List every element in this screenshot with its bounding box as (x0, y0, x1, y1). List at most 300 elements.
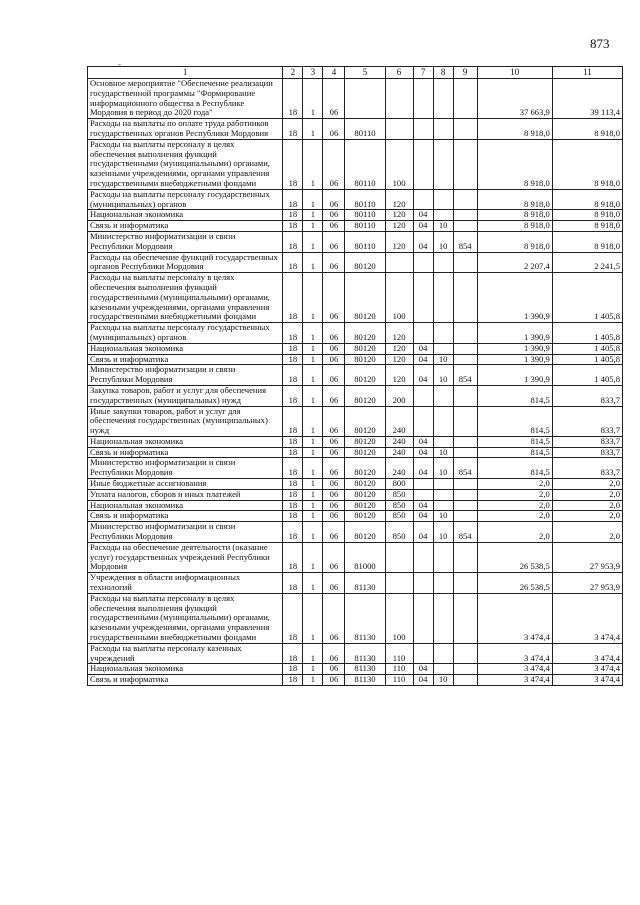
code-expense-type: 120 (385, 210, 413, 221)
item-name: Иные закупки товаров, работ и услуг для обеспечения государственных (муниципальных) нужд (88, 406, 283, 436)
amount-year-1: 814,5 (477, 436, 552, 447)
code-ministry: 18 (283, 343, 303, 354)
code-expense-type: 110 (385, 664, 413, 675)
code-section (413, 385, 433, 406)
code-ministry: 18 (283, 406, 303, 436)
table-row (88, 511, 623, 522)
code-subsection: 10 (433, 458, 453, 479)
code-subprogram: 06 (323, 231, 345, 252)
code-section: 04 (413, 365, 433, 386)
amount-year-2: 3 474,4 (552, 643, 622, 664)
code-expense-type: 120 (385, 365, 413, 386)
amount-year-1: 37 663,9 (477, 79, 552, 119)
amount-year-2: 2,0 (552, 479, 622, 490)
amount-year-2: 27 953,9 (552, 573, 622, 594)
code-target: 80120 (345, 436, 385, 447)
code-target: 80110 (345, 221, 385, 232)
item-name: Связь и информатика (88, 354, 283, 365)
code-section (413, 189, 433, 210)
amount-year-2: 8 918,0 (552, 221, 622, 232)
code-subprogram: 06 (323, 189, 345, 210)
code-department (453, 489, 477, 500)
code-target: 80110 (345, 189, 385, 210)
code-subprogram: 06 (323, 458, 345, 479)
column-header: 11 (552, 67, 622, 79)
code-program: 1 (303, 343, 323, 354)
code-ministry: 18 (283, 542, 303, 572)
code-ministry: 18 (283, 365, 303, 386)
code-subprogram: 06 (323, 500, 345, 511)
code-program: 1 (303, 323, 323, 344)
code-target: 80120 (345, 447, 385, 458)
item-name: Национальная экономика (88, 664, 283, 675)
code-program: 1 (303, 79, 323, 119)
item-name: Иные бюджетные ассигнования (88, 479, 283, 490)
code-section: 04 (413, 511, 433, 522)
table-row (88, 354, 623, 365)
code-ministry: 18 (283, 354, 303, 365)
column-header: 5 (345, 67, 385, 79)
code-ministry: 18 (283, 664, 303, 675)
code-ministry: 18 (283, 79, 303, 119)
code-section (413, 139, 433, 189)
code-ministry: 18 (283, 139, 303, 189)
item-name: Связь и информатика (88, 447, 283, 458)
code-program: 1 (303, 447, 323, 458)
code-target: 81000 (345, 542, 385, 572)
code-department (453, 436, 477, 447)
code-target: 80120 (345, 500, 385, 511)
code-section (413, 323, 433, 344)
table-row (88, 675, 623, 686)
code-section: 04 (413, 354, 433, 365)
code-program: 1 (303, 119, 323, 140)
code-program: 1 (303, 542, 323, 572)
table-header-row (88, 67, 623, 79)
code-ministry: 18 (283, 221, 303, 232)
amount-year-1: 814,5 (477, 447, 552, 458)
code-subprogram: 06 (323, 406, 345, 436)
code-expense-type (385, 542, 413, 572)
amount-year-1: 2,0 (477, 479, 552, 490)
code-subprogram: 06 (323, 343, 345, 354)
code-subprogram: 06 (323, 210, 345, 221)
code-section (413, 79, 433, 119)
code-target: 80120 (345, 511, 385, 522)
code-program: 1 (303, 221, 323, 232)
code-target: 81130 (345, 664, 385, 675)
code-ministry: 18 (283, 675, 303, 686)
code-program: 1 (303, 406, 323, 436)
code-section: 04 (413, 210, 433, 221)
table-row (88, 189, 623, 210)
amount-year-1: 2,0 (477, 489, 552, 500)
amount-year-1: 2,0 (477, 511, 552, 522)
code-department (453, 139, 477, 189)
code-program: 1 (303, 365, 323, 386)
code-target: 80120 (345, 343, 385, 354)
code-program: 1 (303, 522, 323, 543)
code-program: 1 (303, 664, 323, 675)
item-name: Министерство информатизации и связи Республики Мордовия (88, 231, 283, 252)
amount-year-1: 1 390,9 (477, 365, 552, 386)
code-section: 04 (413, 675, 433, 686)
code-ministry: 18 (283, 252, 303, 273)
amount-year-1: 8 918,0 (477, 119, 552, 140)
code-ministry: 18 (283, 500, 303, 511)
code-expense-type: 850 (385, 489, 413, 500)
code-program: 1 (303, 252, 323, 273)
code-target (345, 79, 385, 119)
page-number: 873 (590, 36, 610, 51)
code-department: 854 (453, 365, 477, 386)
code-expense-type: 100 (385, 139, 413, 189)
code-subsection (433, 323, 453, 344)
code-ministry: 18 (283, 189, 303, 210)
code-section: 04 (413, 221, 433, 232)
code-section: 04 (413, 231, 433, 252)
code-subsection (433, 385, 453, 406)
item-name: Уплата налогов, сборов и иных платежей (88, 489, 283, 500)
table-row (88, 385, 623, 406)
item-name: Национальная экономика (88, 343, 283, 354)
code-subprogram: 06 (323, 489, 345, 500)
code-ministry: 18 (283, 447, 303, 458)
code-department (453, 210, 477, 221)
code-program: 1 (303, 273, 323, 323)
code-department (453, 675, 477, 686)
table-row (88, 542, 623, 572)
code-ministry: 18 (283, 593, 303, 643)
amount-year-1: 3 474,4 (477, 675, 552, 686)
amount-year-1: 1 390,9 (477, 343, 552, 354)
item-name: Расходы на выплаты персоналу в целях обеспечения выполнения функций государственными (муниципальными) органами, казенными учреждениями, органами управления государственными внебюджетными фондами (88, 593, 283, 643)
code-expense-type: 120 (385, 323, 413, 344)
column-header: 3 (303, 67, 323, 79)
code-subsection: 10 (433, 675, 453, 686)
column-header: 10 (477, 67, 552, 79)
code-expense-type: 240 (385, 436, 413, 447)
code-section (413, 593, 433, 643)
code-subsection: 10 (433, 365, 453, 386)
code-target: 81130 (345, 675, 385, 686)
item-name: Закупка товаров, работ и услуг для обеспечения государственных (муниципальных) нужд (88, 385, 283, 406)
code-subprogram: 06 (323, 79, 345, 119)
code-program: 1 (303, 231, 323, 252)
amount-year-1: 1 390,9 (477, 323, 552, 344)
code-subprogram: 06 (323, 323, 345, 344)
code-subsection (433, 189, 453, 210)
code-subsection: 10 (433, 522, 453, 543)
code-subprogram: 06 (323, 252, 345, 273)
table-row (88, 221, 623, 232)
amount-year-1: 8 918,0 (477, 221, 552, 232)
code-subprogram: 06 (323, 354, 345, 365)
amount-year-2: 2,0 (552, 511, 622, 522)
code-department (453, 447, 477, 458)
code-subprogram: 06 (323, 593, 345, 643)
code-program: 1 (303, 675, 323, 686)
amount-year-2: 2,0 (552, 500, 622, 511)
code-subsection: 10 (433, 221, 453, 232)
code-expense-type: 120 (385, 231, 413, 252)
code-target: 80110 (345, 119, 385, 140)
item-name: Расходы на выплаты персоналу государственных (муниципальных) органов (88, 323, 283, 344)
table-row (88, 365, 623, 386)
code-expense-type: 110 (385, 643, 413, 664)
amount-year-1: 2,0 (477, 522, 552, 543)
amount-year-1: 8 918,0 (477, 231, 552, 252)
code-department (453, 385, 477, 406)
amount-year-1: 814,5 (477, 406, 552, 436)
code-section (413, 573, 433, 594)
budget-table (87, 66, 623, 686)
amount-year-1: 26 538,5 (477, 542, 552, 572)
amount-year-2: 8 918,0 (552, 210, 622, 221)
code-subsection (433, 643, 453, 664)
amount-year-2: 833,7 (552, 385, 622, 406)
code-target: 81130 (345, 593, 385, 643)
code-target: 80110 (345, 139, 385, 189)
code-section: 04 (413, 500, 433, 511)
code-subsection (433, 273, 453, 323)
code-department (453, 511, 477, 522)
code-subprogram: 06 (323, 522, 345, 543)
code-expense-type: 110 (385, 675, 413, 686)
table-row (88, 643, 623, 664)
column-header: 1 (88, 67, 283, 79)
amount-year-1: 2 207,4 (477, 252, 552, 273)
code-subsection (433, 406, 453, 436)
table-row (88, 447, 623, 458)
code-section: 04 (413, 664, 433, 675)
code-section (413, 273, 433, 323)
item-name: Расходы на выплаты персоналу государственных (муниципальных) органов (88, 189, 283, 210)
table-row (88, 522, 623, 543)
table-row (88, 343, 623, 354)
table-row (88, 210, 623, 221)
code-subprogram: 06 (323, 385, 345, 406)
code-subprogram: 06 (323, 436, 345, 447)
code-expense-type: 240 (385, 458, 413, 479)
amount-year-2: 833,7 (552, 447, 622, 458)
code-department (453, 343, 477, 354)
code-subprogram: 06 (323, 119, 345, 140)
code-subsection (433, 664, 453, 675)
amount-year-1: 8 918,0 (477, 139, 552, 189)
code-department (453, 479, 477, 490)
code-ministry: 18 (283, 323, 303, 344)
code-program: 1 (303, 593, 323, 643)
code-target: 81130 (345, 643, 385, 664)
table-row (88, 273, 623, 323)
code-ministry: 18 (283, 385, 303, 406)
amount-year-2: 833,7 (552, 458, 622, 479)
code-expense-type: 850 (385, 511, 413, 522)
code-program: 1 (303, 573, 323, 594)
code-subprogram: 06 (323, 447, 345, 458)
code-target: 80120 (345, 385, 385, 406)
code-expense-type (385, 79, 413, 119)
item-name: Расходы на выплаты персоналу в целях обеспечения выполнения функций государственными (муниципальными) органами, казенными учреждениями, органами управления государственными внебюджетными фондами (88, 139, 283, 189)
amount-year-1: 814,5 (477, 385, 552, 406)
table-row (88, 323, 623, 344)
code-subsection (433, 210, 453, 221)
code-department (453, 189, 477, 210)
amount-year-2: 833,7 (552, 406, 622, 436)
code-program: 1 (303, 139, 323, 189)
code-subsection (433, 79, 453, 119)
code-program: 1 (303, 489, 323, 500)
item-name: Основное мероприятие "Обеспечение реализации государственной программы "Формирование информационного общества в Республике Мордовия в период до 2020 года" (88, 79, 283, 119)
code-ministry: 18 (283, 119, 303, 140)
code-department (453, 664, 477, 675)
code-program: 1 (303, 500, 323, 511)
code-expense-type: 240 (385, 406, 413, 436)
code-subprogram: 06 (323, 139, 345, 189)
code-ministry: 18 (283, 479, 303, 490)
code-department (453, 573, 477, 594)
code-subprogram: 06 (323, 273, 345, 323)
code-department (453, 252, 477, 273)
code-target: 80120 (345, 489, 385, 500)
code-department (453, 542, 477, 572)
code-department (453, 500, 477, 511)
item-name: Учреждения в области информационных технологий (88, 573, 283, 594)
code-department (453, 593, 477, 643)
code-target: 80120 (345, 479, 385, 490)
item-name: Национальная экономика (88, 436, 283, 447)
table-row (88, 479, 623, 490)
code-program: 1 (303, 643, 323, 664)
item-name: Национальная экономика (88, 500, 283, 511)
item-name: Министерство информатизации и связи Республики Мордовия (88, 458, 283, 479)
amount-year-1: 3 474,4 (477, 664, 552, 675)
code-target: 80120 (345, 323, 385, 344)
code-expense-type: 100 (385, 593, 413, 643)
amount-year-2: 8 918,0 (552, 139, 622, 189)
code-department (453, 354, 477, 365)
code-subprogram: 06 (323, 479, 345, 490)
code-section (413, 489, 433, 500)
code-subsection (433, 252, 453, 273)
amount-year-1: 1 390,9 (477, 273, 552, 323)
code-expense-type (385, 252, 413, 273)
code-expense-type: 120 (385, 343, 413, 354)
code-section (413, 252, 433, 273)
item-name: Связь и информатика (88, 221, 283, 232)
code-subprogram: 06 (323, 664, 345, 675)
code-section (413, 119, 433, 140)
column-header: 4 (323, 67, 345, 79)
code-ministry: 18 (283, 643, 303, 664)
amount-year-1: 1 390,9 (477, 354, 552, 365)
code-subprogram: 06 (323, 221, 345, 232)
code-subprogram: 06 (323, 675, 345, 686)
code-ministry: 18 (283, 522, 303, 543)
column-header: 6 (385, 67, 413, 79)
code-ministry: 18 (283, 489, 303, 500)
code-ministry: 18 (283, 573, 303, 594)
table-row (88, 436, 623, 447)
code-expense-type: 850 (385, 522, 413, 543)
code-department (453, 119, 477, 140)
code-expense-type: 100 (385, 273, 413, 323)
code-expense-type (385, 573, 413, 594)
code-section (413, 479, 433, 490)
table-row (88, 79, 623, 119)
code-program: 1 (303, 385, 323, 406)
table-row (88, 406, 623, 436)
amount-year-1: 8 918,0 (477, 210, 552, 221)
code-subprogram: 06 (323, 643, 345, 664)
code-ministry: 18 (283, 210, 303, 221)
amount-year-2: 2 241,5 (552, 252, 622, 273)
code-target: 80110 (345, 210, 385, 221)
amount-year-2: 2,0 (552, 489, 622, 500)
code-program: 1 (303, 210, 323, 221)
item-name: Расходы на выплаты персоналу казенных учреждений (88, 643, 283, 664)
amount-year-1: 3 474,4 (477, 593, 552, 643)
amount-year-2: 1 405,8 (552, 343, 622, 354)
code-target: 80120 (345, 365, 385, 386)
code-subsection (433, 489, 453, 500)
table-row (88, 664, 623, 675)
item-name: Связь и информатика (88, 675, 283, 686)
table-row (88, 489, 623, 500)
code-section (413, 406, 433, 436)
code-department (453, 406, 477, 436)
code-target: 80120 (345, 354, 385, 365)
code-target: 80120 (345, 458, 385, 479)
column-header: 7 (413, 67, 433, 79)
item-name: Расходы на обеспечение деятельности (оказание услуг) государственных учреждений Республики Мордовия (88, 542, 283, 572)
code-department (453, 79, 477, 119)
table-row (88, 458, 623, 479)
amount-year-2: 39 113,4 (552, 79, 622, 119)
amount-year-2: 1 405,8 (552, 273, 622, 323)
item-name: Министерство информатизации и связи Республики Мордовия (88, 365, 283, 386)
table-row (88, 252, 623, 273)
item-name: Министерство информатизации и связи Республики Мордовия (88, 522, 283, 543)
table-row (88, 231, 623, 252)
code-subprogram: 06 (323, 511, 345, 522)
code-expense-type: 240 (385, 447, 413, 458)
code-subprogram: 06 (323, 365, 345, 386)
code-target: 81130 (345, 573, 385, 594)
code-department: 854 (453, 231, 477, 252)
amount-year-2: 8 918,0 (552, 231, 622, 252)
code-subsection (433, 542, 453, 572)
amount-year-1: 26 538,5 (477, 573, 552, 594)
code-ministry: 18 (283, 511, 303, 522)
item-name: Связь и информатика (88, 511, 283, 522)
amount-year-2: 833,7 (552, 436, 622, 447)
code-department (453, 221, 477, 232)
amount-year-1: 2,0 (477, 500, 552, 511)
code-section (413, 542, 433, 572)
amount-year-1: 3 474,4 (477, 643, 552, 664)
code-target: 80120 (345, 252, 385, 273)
code-section (413, 643, 433, 664)
table-row (88, 139, 623, 189)
amount-year-2: 27 953,9 (552, 542, 622, 572)
code-program: 1 (303, 189, 323, 210)
code-expense-type: 120 (385, 354, 413, 365)
code-subsection: 10 (433, 354, 453, 365)
amount-year-2: 3 474,4 (552, 664, 622, 675)
code-department (453, 643, 477, 664)
